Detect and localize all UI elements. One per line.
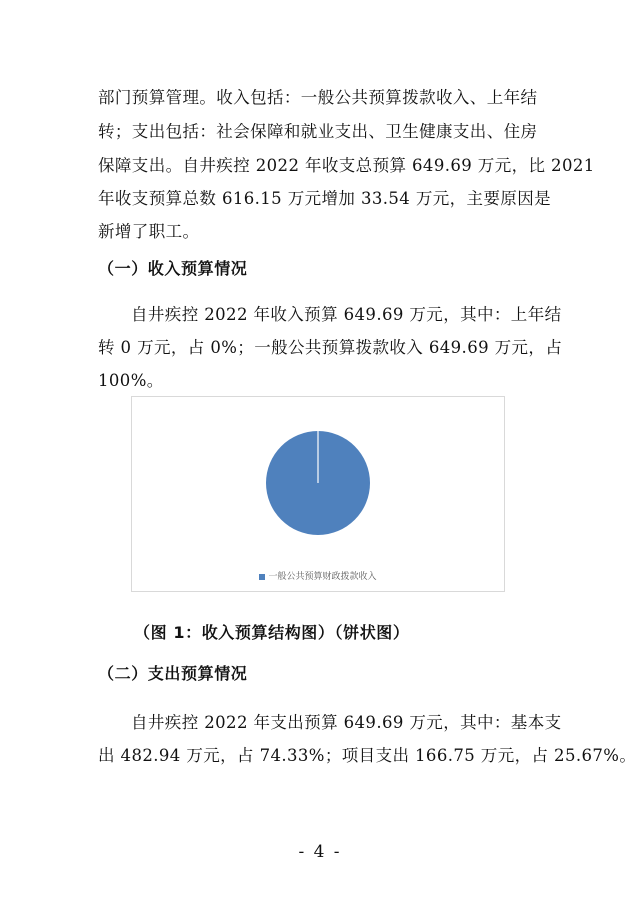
section-heading-income: （一）收入预算情况 <box>98 259 248 278</box>
section-heading-expenditure: （二）支出预算情况 <box>98 664 248 683</box>
legend-swatch <box>259 574 265 580</box>
chart-legend <box>132 569 504 582</box>
figure-caption: （图 1：收入预算结构图）（饼状图） <box>134 623 410 642</box>
income-pie-chart <box>131 396 505 592</box>
paragraph-line: 转；支出包括：社会保障和就业支出、卫生健康支出、住房 <box>98 122 538 141</box>
paragraph-line: 转 0 万元，占 0%；一般公共预算拨款收入 649.69 万元，占 <box>98 338 563 357</box>
paragraph-line: 保障支出。自井疾控 2022 年收支总预算 649.69 万元，比 2021 <box>98 156 595 175</box>
paragraph-line: 自井疾控 2022 年支出预算 649.69 万元，其中：基本支 <box>131 713 562 732</box>
paragraph-line: 出 482.94 万元，占 74.33%；项目支出 166.75 万元，占 25.67%。 <box>98 746 637 765</box>
legend-label: 一般公共预算财政拨款收入 <box>268 572 377 582</box>
paragraph-line: 年收支预算总数 616.15 万元增加 33.54 万元，主要原因是 <box>98 189 552 208</box>
paragraph-line: 部门预算管理。收入包括：一般公共预算拨款收入、上年结 <box>98 88 538 107</box>
paragraph-line: 新增了职工。 <box>98 222 200 241</box>
paragraph-line: 100%。 <box>98 371 164 390</box>
page-number: - 4 - <box>298 842 342 862</box>
paragraph-line: 自井疾控 2022 年收入预算 649.69 万元，其中：上年结 <box>131 305 562 324</box>
pie-chart-canvas <box>132 397 504 591</box>
